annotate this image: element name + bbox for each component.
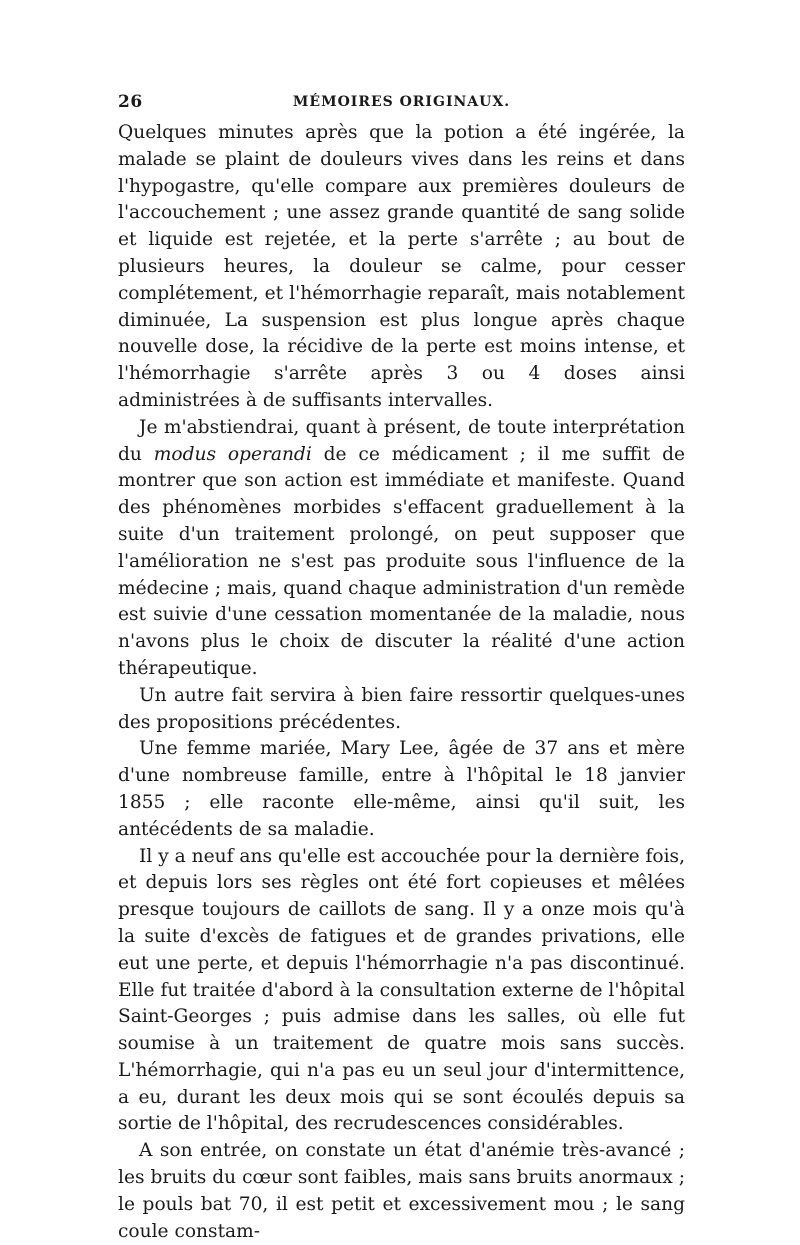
page-header (118, 92, 685, 114)
paragraph-text: Je m'abstiendrai, quant à présent, de toute interprétation du (118, 416, 685, 465)
page-number: 26 (118, 92, 143, 112)
book-page (118, 92, 685, 1245)
paragraph-text: de ce médicament ; il me suffit de montrer que son action est immédiate et manifeste. Quand des phénomènes morbides s'effacent graduellement à la suite d'un traitement prolongé, on peut supposer que l'amélioration ne s'est pas produite sous l'influence de la médecine ; mais, quand chaque administration d'un remède est suivie d'une cessation momentanée de la maladie, nous n'avons plus le choix de discuter la réalité d'une action thérapeutique. (118, 443, 685, 679)
paragraph: Une femme mariée, Mary Lee, âgée de 37 ans et mère d'une nombreuse famille, entre à l'hôpital le 18 janvier 1855 ; elle raconte elle-même, ainsi qu'il suit, les antécédents de sa maladie. (118, 738, 685, 840)
paragraph: A son entrée, on constate un état d'anémie très-avancé ; les bruits du cœur sont faibles, mais sans bruits anormaux ; le pouls bat 70, il est petit et excessivement mou ; le sang coule constam- (118, 1140, 685, 1242)
paragraph: Quelques minutes après que la potion a été ingérée, la malade se plaint de douleurs vives dans les reins et dans l'hypogastre, qu'elle compare aux premières douleurs de l'accouchement ; une assez grande quantité de sang solide et liquide est rejetée, et la perte s'arrête ; au bout de plusieurs heures, la douleur se calme, pour cesser complétement, et l'hémorrhagie reparaît, mais notablement diminuée, La suspension est plus longue après chaque nouvelle dose, la récidive de la perte est moins intense, et l'hémorrhagie s'arrête après 3 ou 4 doses ainsi administrées à de suffisants intervalles. (118, 122, 685, 411)
paragraph: Un autre fait servira à bien faire ressortir quelques-unes des propositions précédentes. (118, 684, 685, 733)
running-title: MÉMOIRES ORIGINAUX. (292, 94, 511, 110)
paragraph: Il y a neuf ans qu'elle est accouchée pour la dernière fois, et depuis lors ses règles ont été fort copieuses et mêlées presque toujours de caillots de sang. Il y a onze mois qu'à la suite d'excès de fatigues et de grandes privations, elle eut une perte, et depuis l'hémorrhagie n'a pas discontinué. Elle fut traitée d'abord à la consultation externe de l'hôpital Saint-Georges ; puis admise dans les salles, où elle fut soumise à un traitement de quatre mois sans succès. L'hémorrhagie, qui n'a pas eu un seul jour d'intermittence, a eu, durant les deux mois qui se sont écoulés depuis sa sortie de l'hôpital, des recrudescences considérables. (118, 845, 685, 1135)
body-text (118, 120, 685, 1245)
latin-phrase: modus operandi (153, 443, 312, 465)
paragraph (118, 415, 685, 683)
